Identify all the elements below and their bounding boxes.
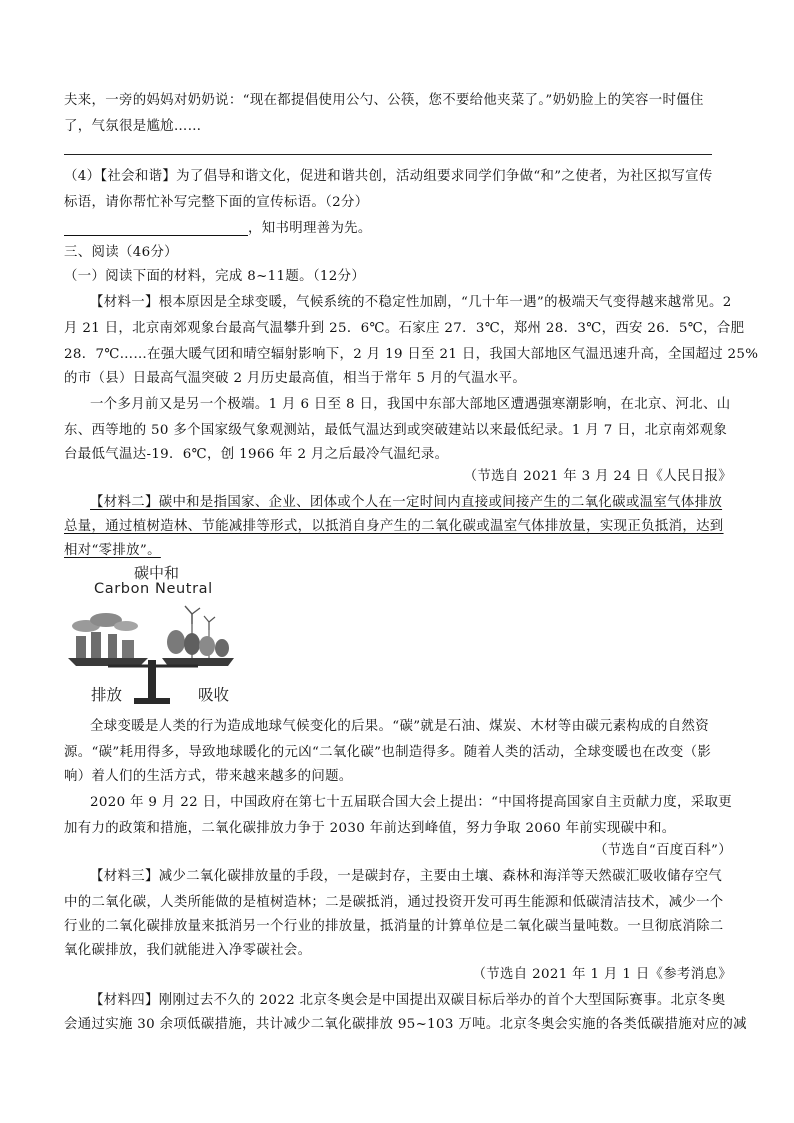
material-1-line: 的市（县）日最高气温突破 2 月历史最高值，相当于常年 5 月的气温水平。 (64, 371, 527, 386)
material-1-line: 台最低气温达-19．6℃，创 1966 年 2 月之后最冷气温纪录。 (64, 447, 449, 462)
material-2-line (64, 538, 732, 564)
slogan-line (64, 216, 732, 242)
material-4-line: 会通过实施 30 余项低碳措施，共计减少二氧化碳排放 95~103 万吨。北京冬奥会实施的各类低碳措施对应的减 (64, 1017, 747, 1032)
carbon-neutral-figure (64, 562, 234, 712)
source-citation: （节选自“百度百科”） (593, 843, 732, 858)
material-3-line: 氧化碳排放，我们就能进入净零碳社会。 (64, 943, 312, 958)
underlined-text: 【材料二】碳中和是指国家、企业、团体或个人在一定时间内直接或间接产生的二氧化碳或温室气体排放 (90, 495, 723, 510)
underlined-text: 总量，通过植树造林、节能减排等形式，以抵消自身产生的二氧化碳或温室气体排放量，实现正负抵消，达到 (64, 519, 724, 534)
material-2-line: 源。“碳”耗用得多，导致地球暖化的元凶“二氧化碳”也制造得多。随着人类的活动，全球变暖也在改变（影 (64, 745, 712, 760)
section-heading: 三、阅读（46分） (64, 245, 178, 260)
forest-icon (162, 606, 234, 666)
factory-icon (68, 613, 148, 666)
emission-label: 排放 (91, 686, 123, 704)
material-3-line: 行业的二氧化碳排放量来抵消另一个行业的排放量，抵消量的计算单位是二氧化碳当量吨数。一旦彻底消除二 (64, 919, 724, 934)
material-2-line: 加有力的政策和措施，二氧化碳排放力争于 2030 年前达到峰值，努力争取 2060 年前实现碳中和。 (64, 821, 676, 836)
material-2-line: 2020 年 9 月 22 日，中国政府在第七十五届联合国大会上提出：“中国将提高国家自主贡献力度，采取更 (90, 795, 732, 810)
material-1-line: 【材料一】根本原因是全球变暖，气候系统的不稳定性加剧，“几十年一遇”的极端天气变得越来越常见。2 (90, 295, 732, 310)
material-3-line: 中的二氧化碳，人类所能做的是植树造林；二是碳抵消，通过投资开发可再生能源和低碳清洁技术，减少一个 (64, 895, 724, 910)
absorption-label: 吸收 (198, 686, 230, 704)
figure-title: 碳中和 (134, 564, 180, 582)
underlined-text: 相对“零排放”。 (64, 543, 161, 558)
source-citation: （节选自 2021 年 1 月 1 日《参考消息》 (472, 967, 732, 982)
material-1-line: 月 21 日，北京南郊观象台最高气温攀升到 25．6℃。石家庄 27．3℃，郑州 28．3℃，西安 26．5℃，合肥 (64, 321, 745, 336)
material-1-line: 28．7℃……在强大暖气团和晴空辐射影响下，2 月 19 日至 21 日，我国大部地区气温迅速升高，全国超过 25% (64, 347, 759, 362)
material-1-line: 东、西等地的 50 多个国家级气象观测站，最低气温达到或突破建站以来最低纪录。1 月 7 日，北京南郊观象 (64, 423, 728, 438)
material-1-line: 一个多月前又是另一个极端。1 月 6 日至 8 日，我国中东部大部地区遭遇强寒潮影响，在北京、河北、山 (90, 397, 731, 412)
material-2-line (64, 490, 732, 516)
material-2-line: 响）着人们的生活方式，带来越来越多的问题。 (64, 769, 353, 784)
material-2-line (64, 514, 732, 540)
slogan-text: ，知书明理善为先。 (248, 221, 372, 236)
text-line: 了，气氛很是尴尬…… (64, 119, 202, 134)
figure-subtitle: Carbon Neutral (94, 581, 213, 597)
source-citation: （节选自 2021 年 3 月 24 日《人民日报》 (463, 469, 732, 484)
question-4-line: 标语，请你帮忙补写完整下面的宣传标语。（2分） (64, 195, 369, 210)
material-4-line: 【材料四】刚刚过去不久的 2022 北京冬奥会是中国提出双碳目标后举办的首个大型国际赛事。北京冬奥 (90, 993, 726, 1008)
answer-line[interactable] (64, 154, 712, 155)
material-2-line: 全球变暖是人类的行为造成地球气候变化的后果。“碳”就是石油、煤炭、木材等由碳元素构成的自然资 (90, 719, 709, 734)
subsection-heading: （一）阅读下面的材料，完成 8~11题。（12分） (64, 269, 366, 284)
text-line: 夫来，一旁的妈妈对奶奶说：“现在都提倡使用公勺、公筷，您不要给他夹菜了。”奶奶脸上的笑容一时僵住 (64, 93, 704, 108)
material-3-line: 【材料三】减少二氧化碳排放量的手段，一是碳封存，主要由土壤、森林和海洋等天然碳汇吸收储存空气 (90, 869, 723, 884)
slogan-blank[interactable] (64, 219, 248, 236)
question-4-line: （4）【社会和谐】为了倡导和谐文化，促进和谐共创，活动组要求同学们争做“和”之使者，为社区拟写宣传 (64, 169, 713, 184)
